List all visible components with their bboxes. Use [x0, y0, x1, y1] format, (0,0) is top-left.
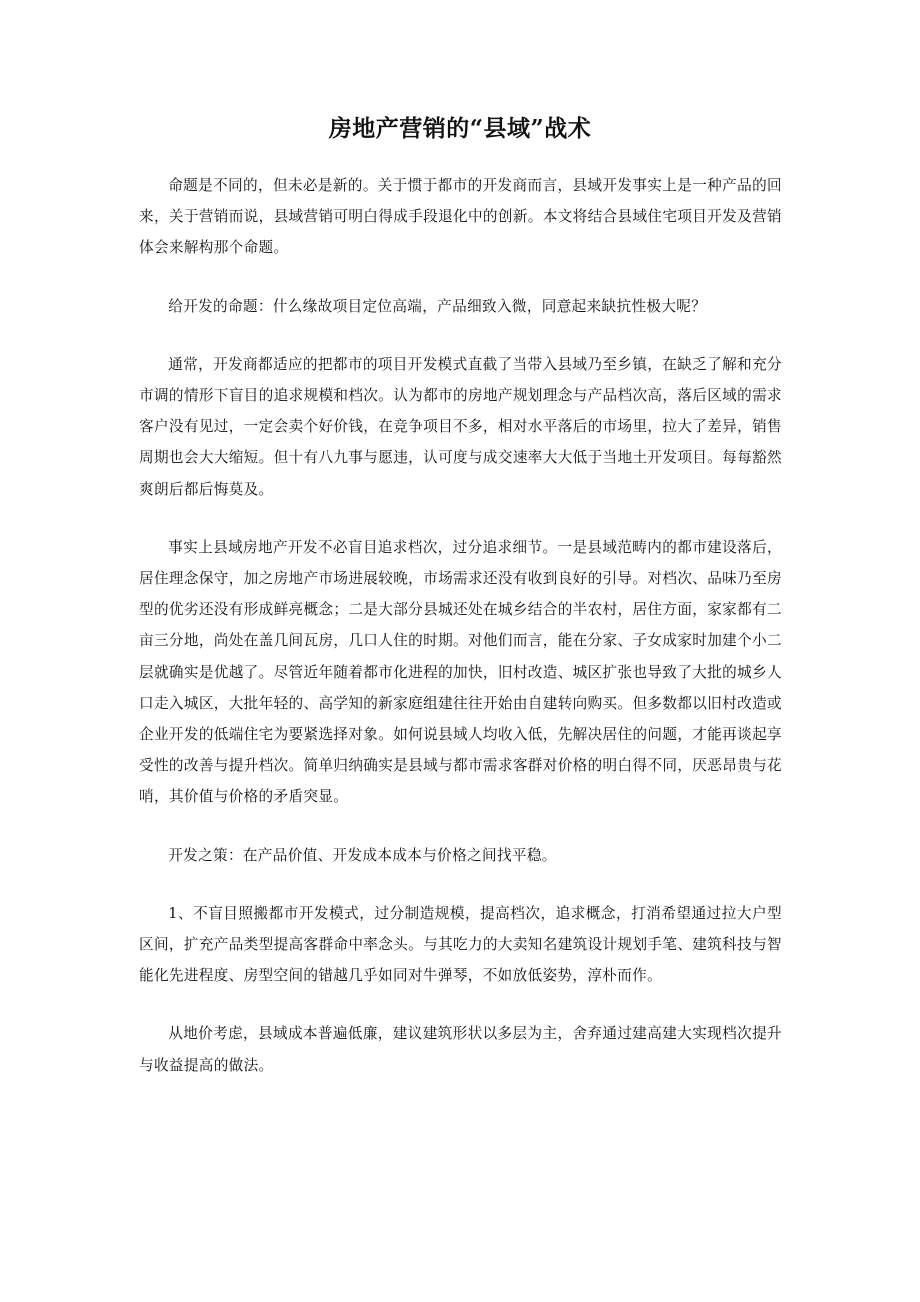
paragraph-strategy-point-1: 1、不盲目照搬都市开发模式，过分制造规模，提高档次，追求概念，打消希望通过拉大户型区间，扩充产品类型提高客群命中率念头。与其吃力的大卖知名建筑设计规划手笔、建筑科技与智能化先进程度、房型空间的错越几乎如同对牛弹琴，不如放低姿势，淳朴而作。: [139, 904, 782, 985]
paragraph-land-cost: 从地价考虑，县域成本普遍低廉，建议建筑形状以多层为主，舍弃通过建高建大实现档次提升与收益提高的做法。: [139, 1025, 782, 1074]
document-body: [139, 170, 782, 1081]
document-title: 房地产营销的“县域”战术: [328, 115, 592, 143]
paragraph-county-analysis: 事实上县域房地产开发不必盲目追求档次，过分追求细节。一是县域范畴内的都市建设落后，居住理念保守，加之房地产市场进展较晚，市场需求还没有收到良好的引导。对档次、品味乃至房型的优劣还没有形成鲜亮概念；二是大部分县城还处在城乡结合的半农村，居住方面，家家都有二亩三分地，尚处在盖几间瓦房，几口人住的时期。对他们而言，能在分家、子女成家时加建个小二层就确实是优越了。尽管近年随着都市化进程的加快，旧村改造、城区扩张也导致了大批的城乡人口走入城区，大批年轻的、高学知的新家庭组建往往开始由自建转向购买。但多数都以旧村改造或企业开发的低端住宅为要紧选择对象。如何说县域人均收入低，先解决居住的问题，才能再谈起享受性的改善与提升档次。简单归纳确实是县域与都市需求客群对价格的明白得不同，厌恶昂贵与花哨，其价值与价格的矛盾突显。: [139, 538, 782, 806]
paragraph-strategy-heading: 开发之策：在产品价值、开发成本成本与价格之间找平稳。: [168, 846, 557, 864]
paragraph-question: 给开发的命题：什么缘故项目定位高端，产品细致入微，同意起来缺抗性极大呢？: [168, 297, 707, 315]
paragraph-common-practice: 通常，开发商都适应的把都市的项目开发模式直截了当带入县域乃至乡镇，在缺乏了解和充分市调的情形下盲目的追求规模和档次。认为都市的房地产规划理念与产品档次高，落后区域的需求客户没有见过，一定会卖个好价钱，在竞争项目不多，相对水平落后的市场里，拉大了差异，销售周期也会大大缩短。但十有八九事与愿违，认可度与成交速率大大低于当地土开发项目。每每豁然爽朗后都后悔莫及。: [139, 355, 782, 498]
paragraph-intro: 命题是不同的，但未必是新的。关于惯于都市的开发商而言，县域开发事实上是一种产品的回来，关于营销而说，县域营销可明白得成手段退化中的创新。本文将结合县域住宅项目开发及营销体会来解构那个命题。: [139, 177, 782, 257]
